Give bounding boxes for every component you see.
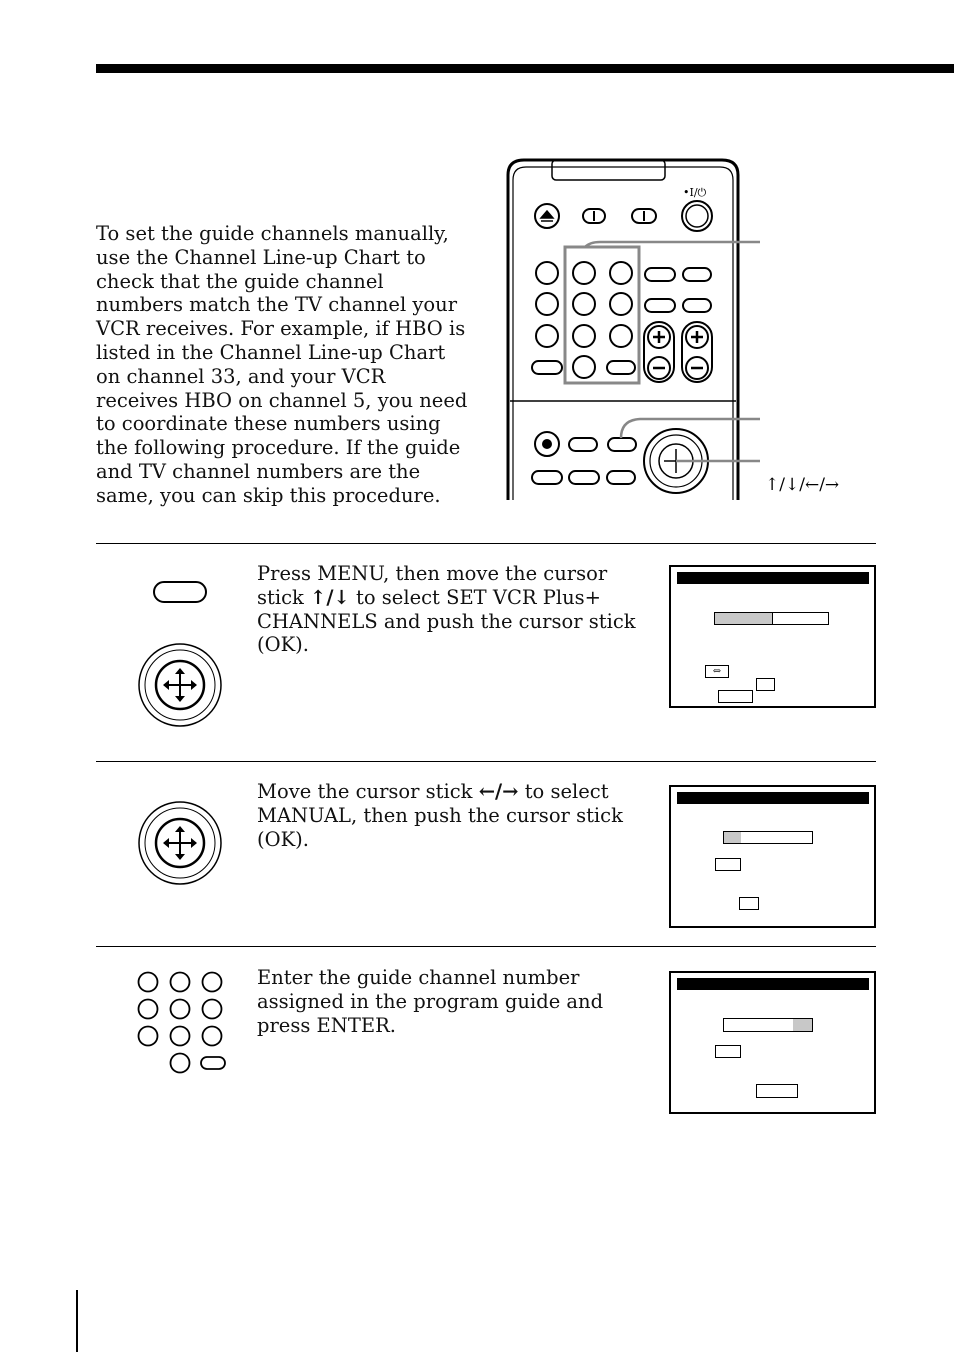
step-3-divider [96,946,876,947]
step-1-divider [96,543,876,544]
step-3-text: Enter the guide channel number assigned in the program guide and press ENTER. [257,966,604,1037]
step-3-screen [669,971,876,1114]
value-box [715,858,741,871]
left-right-arrows-icon: ⇔ [705,665,729,678]
step-1-text-before: Press MENU, then move the cursor stick [257,562,608,609]
page-margin-line [76,1290,78,1352]
menu-button[interactable] [608,438,636,451]
option-highlight [715,613,772,624]
header-rule [96,64,954,73]
cursor-arrows-label: ↑/↓/←/→ [765,475,840,495]
enter-box [756,1084,798,1098]
volume-rocker[interactable] [644,322,674,382]
option-highlight [793,1019,812,1031]
option-selector [723,1018,813,1032]
left-right-arrows: ←/→ [478,780,519,803]
toggle-button-1[interactable] [583,209,605,223]
step-2-text-before: Move the cursor stick [257,780,479,803]
step-1-screen [669,565,876,708]
intro-paragraph: To set the guide channels manually, use the Channel Line-up Chart to check that the guide channel numbers match the TV channel your VCR receives. For example, if HBO is listed in the Channel Line-up Chart on channel 33, and your VCR receives HBO on channel 5, you need to coordinate these numbers using the following procedure. If the guide and TV channel numbers are the same, you can skip this procedure. [96,222,468,507]
step-1-text [257,562,647,657]
step-1-icons [130,575,230,730]
rewind-button[interactable] [532,471,562,484]
power-button[interactable] [682,201,712,231]
option-selector [714,612,829,625]
number-pad-icon [139,973,226,1073]
ok-box [756,678,775,691]
number-pad-callout-box [565,247,639,383]
screen-title-bar [677,978,869,990]
option-selector [723,831,813,844]
cursor-stick-icon [139,644,221,726]
option-highlight [724,832,741,843]
mid-button-1[interactable] [569,438,597,451]
menu-button-icon [154,582,206,602]
record-button[interactable] [535,432,559,456]
ok-box [739,897,759,910]
cursor-stick-icon [139,802,221,884]
step-2-icons [130,792,230,892]
number-pad[interactable] [532,262,711,378]
step-3-icons [130,965,230,1080]
screen-title-bar [677,572,869,584]
power-label: •I/⏻ [683,186,707,199]
fast-forward-button[interactable] [569,471,599,484]
step-2-divider [96,761,876,762]
remote-control-illustration [500,150,890,505]
step-2-text-after: to select MANUAL, then push the cursor stick (OK). [257,780,623,851]
eject-button[interactable] [535,204,559,228]
channel-rocker[interactable] [682,322,712,382]
menu-box [718,690,753,703]
step-1-text-after: to select SET VCR Plus+ CHANNELS and push the cursor stick (OK). [257,585,636,657]
step-2-screen [669,785,876,928]
up-down-arrows: ↑/↓ [310,585,350,609]
step-2-text [257,780,647,851]
value-box [715,1045,741,1058]
toggle-button-2[interactable] [632,209,656,223]
lower-button[interactable] [607,471,635,484]
screen-title-bar [677,792,869,804]
